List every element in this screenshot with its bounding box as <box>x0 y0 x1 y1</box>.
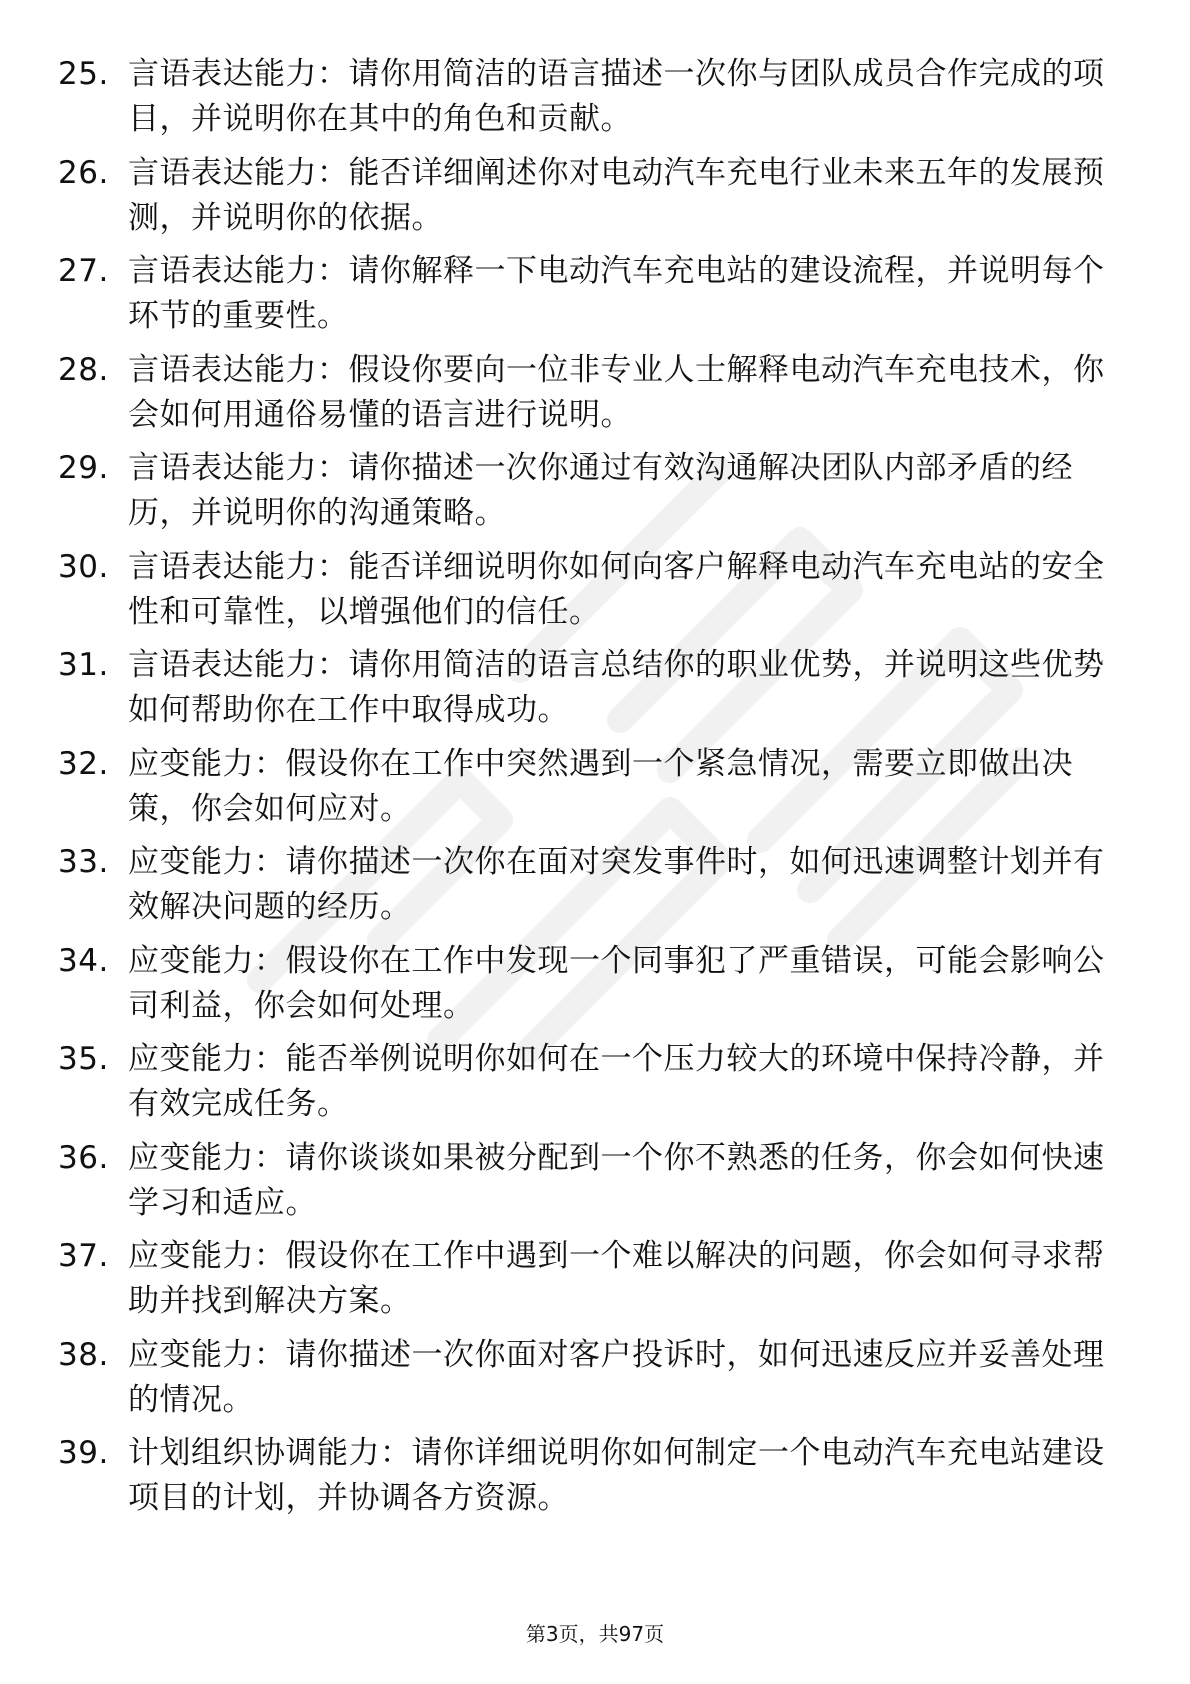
question-item <box>58 643 1108 733</box>
question-text: 应变能力：能否举例说明你如何在一个压力较大的环境中保持冷静，并有效完成任务。 <box>128 1041 1105 1122</box>
question-number: 27. <box>58 253 109 289</box>
question-text: 应变能力：请你描述一次你在面对突发事件时，如何迅速调整计划并有效解决问题的经历。 <box>128 844 1105 925</box>
question-item <box>58 840 1108 930</box>
question-text: 应变能力：假设你在工作中突然遇到一个紧急情况，需要立即做出决策，你会如何应对。 <box>128 745 1073 827</box>
question-item <box>58 1431 1108 1521</box>
question-text: 言语表达能力：请你用简洁的语言总结你的职业优势，并说明这些优势如何帮助你在工作中取得成功。 <box>128 647 1105 728</box>
question-number: 28. <box>58 351 109 388</box>
question-item <box>58 545 1108 635</box>
question-item <box>58 1234 1108 1324</box>
question-text: 言语表达能力：能否详细阐述你对电动汽车充电行业未来五年的发展预测，并说明你的依据。 <box>128 154 1105 236</box>
question-text: 应变能力：假设你在工作中发现一个同事犯了严重错误，可能会影响公司利益，你会如何处理。 <box>128 942 1105 1024</box>
question-item <box>58 1136 1108 1226</box>
question-text: 计划组织协调能力：请你详细说明你如何制定一个电动汽车充电站建设项目的计划，并协调各方资源。 <box>128 1435 1105 1516</box>
question-number: 34. <box>58 942 109 979</box>
question-text: 应变能力：请你谈谈如果被分配到一个你不熟悉的任务，你会如何快速学习和适应。 <box>128 1139 1105 1221</box>
question-number: 33. <box>58 844 109 880</box>
question-number: 31. <box>58 647 109 683</box>
question-item <box>58 249 1108 339</box>
question-text: 言语表达能力：假设你要向一位非专业人士解释电动汽车充电技术，你会如何用通俗易懂的语言进行说明。 <box>128 351 1105 433</box>
question-number: 38. <box>58 1336 109 1373</box>
question-item <box>58 151 1108 241</box>
question-text: 言语表达能力：请你描述一次你通过有效沟通解决团队内部矛盾的经历，并说明你的沟通策略。 <box>128 450 1073 531</box>
question-item <box>58 939 1108 1029</box>
question-item <box>58 1333 1108 1423</box>
question-item <box>58 348 1108 438</box>
question-text: 言语表达能力：能否详细说明你如何向客户解释电动汽车充电站的安全性和可靠性，以增强他们的信任。 <box>128 548 1105 630</box>
question-item <box>58 742 1108 832</box>
question-item <box>58 1037 1108 1127</box>
question-number: 36. <box>58 1139 109 1176</box>
question-text: 应变能力：请你描述一次你面对客户投诉时，如何迅速反应并妥善处理的情况。 <box>128 1336 1105 1418</box>
question-text: 言语表达能力：请你用简洁的语言描述一次你与团队成员合作完成的项目，并说明你在其中的角色和贡献。 <box>128 56 1105 137</box>
page-footer: 第3页，共97页 <box>525 1622 665 1646</box>
question-item <box>58 446 1108 536</box>
question-number: 26. <box>58 154 109 191</box>
question-number: 32. <box>58 745 109 782</box>
question-number: 37. <box>58 1238 109 1274</box>
question-number: 25. <box>58 56 109 92</box>
question-item <box>58 52 1108 142</box>
question-list <box>58 52 1108 1530</box>
question-number: 39. <box>58 1435 109 1471</box>
question-number: 29. <box>58 450 109 486</box>
question-text: 言语表达能力：请你解释一下电动汽车充电站的建设流程，并说明每个环节的重要性。 <box>128 253 1105 334</box>
question-number: 30. <box>58 548 109 585</box>
question-text: 应变能力：假设你在工作中遇到一个难以解决的问题，你会如何寻求帮助并找到解决方案。 <box>128 1238 1105 1319</box>
question-number: 35. <box>58 1041 109 1077</box>
